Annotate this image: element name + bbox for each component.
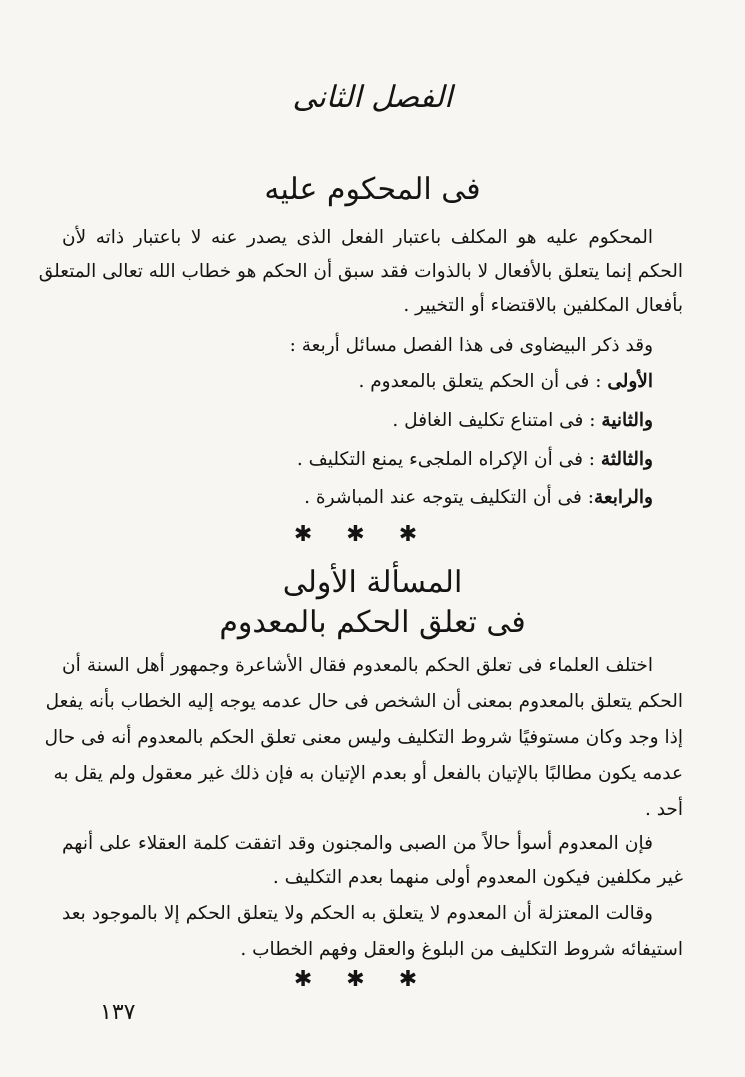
issue-item: [62, 486, 653, 510]
issue-separator: :: [589, 371, 608, 392]
paragraph-line: الحكم إنما يتعلق بالأفعال لا بالذوات فقد سبق أن الحكم هو خطاب الله تعالى المتعلق: [38, 261, 683, 282]
chapter-title: الفصل الثانى: [292, 80, 453, 115]
page-number: ١٣٧: [100, 1000, 136, 1025]
issue-item: [62, 370, 653, 394]
paragraph-line: بأفعال المكلفين بالاقتضاء أو التخيير .: [403, 295, 683, 316]
issue-item: [62, 409, 653, 433]
section-separator: ✱✱✱: [293, 967, 452, 992]
issue-label: والثالثة: [600, 449, 653, 470]
paragraph-line: المحكوم عليه هو المكلف باعتبار الفعل الذى يصدر عنه لا باعتبار ذاته لأن: [62, 227, 653, 248]
paragraph-line: إذا وجد وكان مستوفيًا شروط التكليف وليس معنى تعلق الحكم بالمعدوم أنه فى حال: [44, 727, 683, 748]
paragraph-line: غير مكلفين فيكون المعدوم أولى منهما بعدم التكليف .: [272, 867, 683, 888]
paragraph-line: فإن المعدوم أسوأ حالاً من الصبى والمجنون وقد اتفقت كلمة العقلاء على أنهم: [62, 833, 653, 854]
paragraph-line: وقالت المعتزلة أن المعدوم لا يتعلق به الحكم ولا يتعلق الحكم إلا بالموجود بعد: [62, 903, 653, 924]
paragraph-line: استيفائه شروط التكليف من البلوغ والعقل وفهم الخطاب .: [240, 939, 683, 960]
issue-text: فى أن التكليف يتوجه عند المباشرة .: [304, 487, 582, 508]
paragraph-line: الحكم يتعلق بالمعدوم بمعنى أن الشخص فى حال عدمه يوجه إليه الخطاب بأنه يفعل: [45, 691, 683, 712]
issue-item: [62, 448, 653, 472]
book-page: [38, 0, 683, 1077]
section-title: فى المحكوم عليه: [264, 172, 481, 207]
issue-separator: :: [583, 410, 602, 431]
issue-title: المسألة الأولى: [282, 565, 463, 600]
issue-text: فى أن الإكراه الملجىء يمنع التكليف .: [296, 449, 583, 470]
paragraph-line: عدمه يكون مطالبًا بالإتيان بالفعل أو بعدم الإتيان به فإن ذلك غير معقول ولم يقل به: [53, 763, 683, 784]
issue-separator: :: [582, 449, 601, 470]
paragraph-line: أحد .: [644, 799, 683, 820]
issue-separator: :: [581, 487, 594, 508]
issue-text: فى امتناع تكليف الغافل .: [392, 410, 584, 431]
issues-intro: وقد ذكر البيضاوى فى هذا الفصل مسائل أربعة :: [289, 335, 653, 356]
issue-label: والثانية: [601, 410, 653, 431]
issue-text: فى أن الحكم يتعلق بالمعدوم .: [358, 371, 590, 392]
issue-label: الأولى: [607, 371, 653, 392]
issue-subtitle: فى تعلق الحكم بالمعدوم: [219, 605, 526, 640]
paragraph-line: اختلف العلماء فى تعلق الحكم بالمعدوم فقال الأشاعرة وجمهور أهل السنة أن: [62, 655, 653, 676]
issue-label: والرابعة: [593, 487, 653, 508]
section-separator: ✱✱✱: [293, 522, 452, 547]
